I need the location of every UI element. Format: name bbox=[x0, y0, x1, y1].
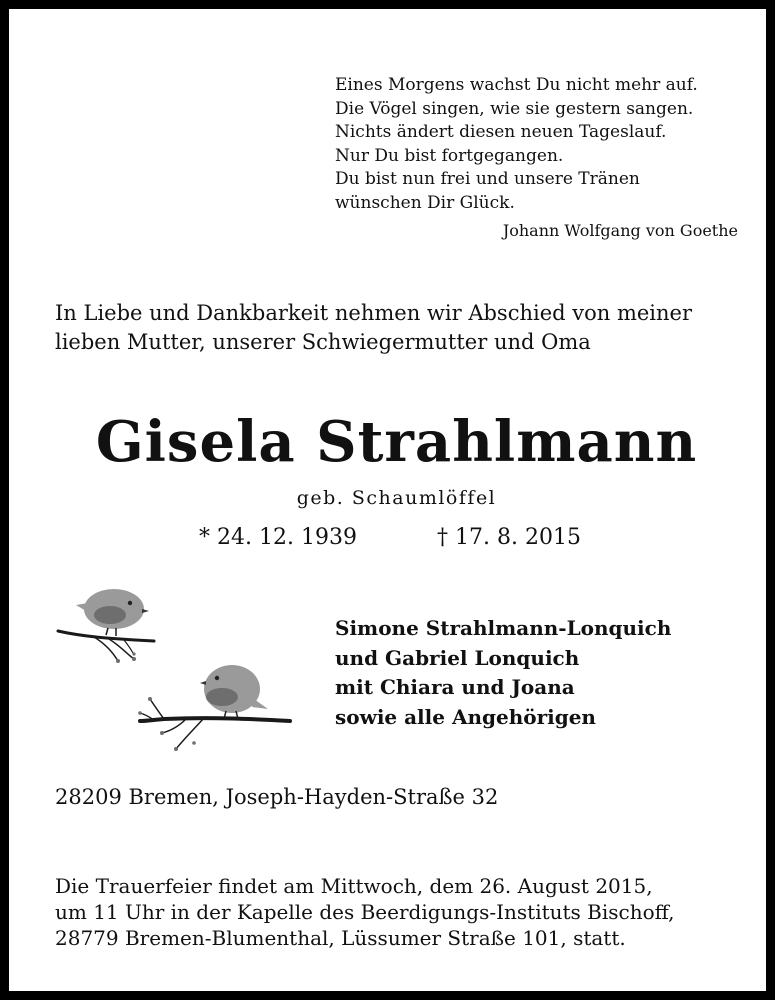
poem bbox=[335, 74, 740, 215]
mourners-list bbox=[335, 614, 671, 732]
deceased-name: Gisela Strahlmann bbox=[95, 409, 698, 475]
family-address: 28209 Bremen, Joseph-Hayden-Straße 32 bbox=[55, 785, 499, 809]
top-bird-icon bbox=[76, 589, 149, 636]
service-line: 28779 Bremen-Blumenthal, Lüssumer Straße 101, statt. bbox=[55, 926, 626, 950]
mourner-line: und Gabriel Lonquich bbox=[335, 645, 580, 670]
death-date: † 17. 8. 2015 bbox=[437, 525, 581, 550]
birds-on-branches-illustration bbox=[54, 581, 294, 761]
poem-line: wünschen Dir Glück. bbox=[335, 192, 515, 213]
intro-text bbox=[55, 299, 755, 356]
bottom-bird-icon bbox=[200, 665, 268, 719]
mourner-line: Simone Strahlmann-Lonquich bbox=[335, 616, 672, 640]
funeral-service-info bbox=[55, 873, 755, 951]
poem-line: Nur Du bist fortgegangen. bbox=[335, 145, 564, 166]
poem-author: Johann Wolfgang von Goethe bbox=[502, 221, 738, 240]
intro-line: In Liebe und Dankbarkeit nehmen wir Abschied von meiner bbox=[55, 301, 693, 325]
service-line: Die Trauerfeier findet am Mittwoch, dem 26. August 2015, bbox=[55, 874, 653, 898]
service-line: um 11 Uhr in der Kapelle des Beerdigungs-Instituts Bischoff, bbox=[55, 900, 675, 924]
poem-line: Du bist nun frei und unsere Tränen bbox=[335, 169, 640, 189]
top-branch-icon bbox=[58, 631, 154, 663]
birth-date: * 24. 12. 1939 bbox=[199, 525, 357, 550]
mourner-line: mit Chiara und Joana bbox=[335, 675, 575, 699]
poem-line: Eines Morgens wachst Du nicht mehr auf. bbox=[335, 75, 698, 95]
poem-line: Die Vögel singen, wie sie gestern sangen. bbox=[335, 98, 694, 119]
birth-name: geb. Schaumlöffel bbox=[296, 487, 497, 509]
poem-line: Nichts ändert diesen neuen Tageslauf. bbox=[335, 122, 667, 142]
mourner-line: sowie alle Angehörigen bbox=[335, 704, 596, 729]
intro-line: lieben Mutter, unserer Schwiegermutter und Oma bbox=[55, 329, 591, 354]
